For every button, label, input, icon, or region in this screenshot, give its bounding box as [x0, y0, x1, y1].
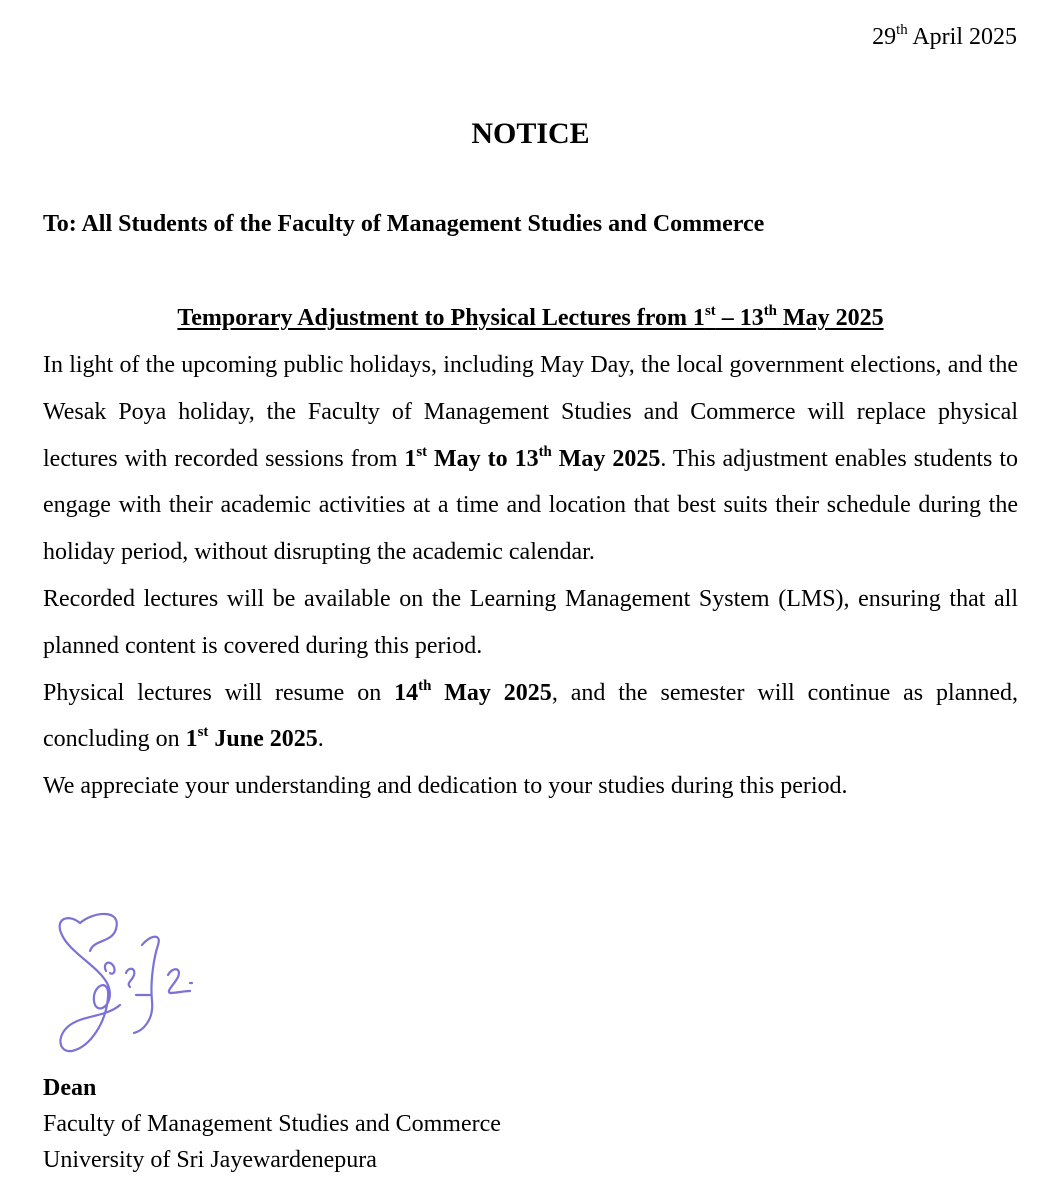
signature-stroke-s [126, 969, 134, 987]
subject-mid: – 13 [715, 305, 764, 331]
para1-sup-2: th [538, 443, 552, 460]
signature-stroke-stem [134, 937, 159, 1033]
para1-bold-2: May to 13 [427, 445, 539, 472]
para3-sup-1: th [418, 677, 432, 694]
signature-stroke-loop [60, 918, 120, 1051]
para1-bold-date-range [404, 443, 661, 472]
signature-stroke-two [168, 969, 190, 993]
para1-text-2: . This adjustment enables students to engage with their academic activities at a time and location that best suits their schedule during the holiday period, without disrupting the academic calendar. [43, 445, 1018, 566]
para3-bold-1: 14 [394, 679, 419, 706]
para3-sup-2: st [197, 724, 209, 741]
para3-bold-2: May 2025 [431, 679, 552, 706]
subject-heading [0, 301, 1049, 335]
notice-body [43, 342, 1018, 810]
paragraph-4: We appreciate your understanding and dedication to your studies during this period. [43, 773, 848, 800]
notice-date [872, 20, 1017, 54]
subject-post: May 2025 [776, 305, 884, 331]
para3-bold-3: 1 [185, 726, 198, 753]
signatory-faculty: Faculty of Management Studies and Commerce [43, 1111, 501, 1137]
para1-bold-3: May 2025 [551, 445, 661, 472]
paragraph-1 [43, 342, 1018, 576]
para3-bold-resume-date [394, 677, 552, 706]
date-day: 29 [872, 24, 897, 50]
signatory-role: Dean [43, 1075, 97, 1101]
signatory-block [43, 1070, 501, 1178]
subject-pre: Temporary Adjustment to Physical Lectures from 1 [177, 305, 705, 331]
notice-title: NOTICE [471, 117, 590, 150]
subject-sup-2: th [763, 303, 777, 319]
subject-sup-1: st [704, 303, 716, 319]
para3-text-3: . [317, 726, 324, 753]
para3-bold-4: June 2025 [208, 726, 318, 753]
date-rest: April 2025 [907, 24, 1017, 50]
date-suffix: th [896, 22, 908, 38]
paragraph-2: Recorded lectures will be available on the Learning Management System (LMS), ensuring that all planned content is covered during this period. [43, 585, 1018, 659]
subject-underlined [177, 305, 883, 331]
para3-bold-end-date [186, 726, 318, 752]
para3-text-2: , and the semester will continue as planned, concluding on [43, 679, 1019, 753]
para3-text-1: Physical lectures will resume on [43, 679, 395, 706]
signature-stroke-hook [105, 963, 115, 974]
para1-sup-1: st [416, 443, 428, 460]
para1-text-1: In light of the upcoming public holidays, including May Day, the local government elections, and the Wesak Poya holiday, the Faculty of Management Studies and Commerce will replace physical lectures with recorded sessions from [43, 352, 1018, 472]
dean-signature [50, 905, 210, 1065]
para1-bold-1: 1 [404, 445, 417, 472]
paragraph-3 [43, 670, 1018, 764]
recipient-line: To: All Students of the Faculty of Management Studies and Commerce [43, 211, 765, 237]
signatory-university: University of Sri Jayewardenepura [43, 1147, 377, 1173]
signature-stroke-top [80, 914, 117, 951]
